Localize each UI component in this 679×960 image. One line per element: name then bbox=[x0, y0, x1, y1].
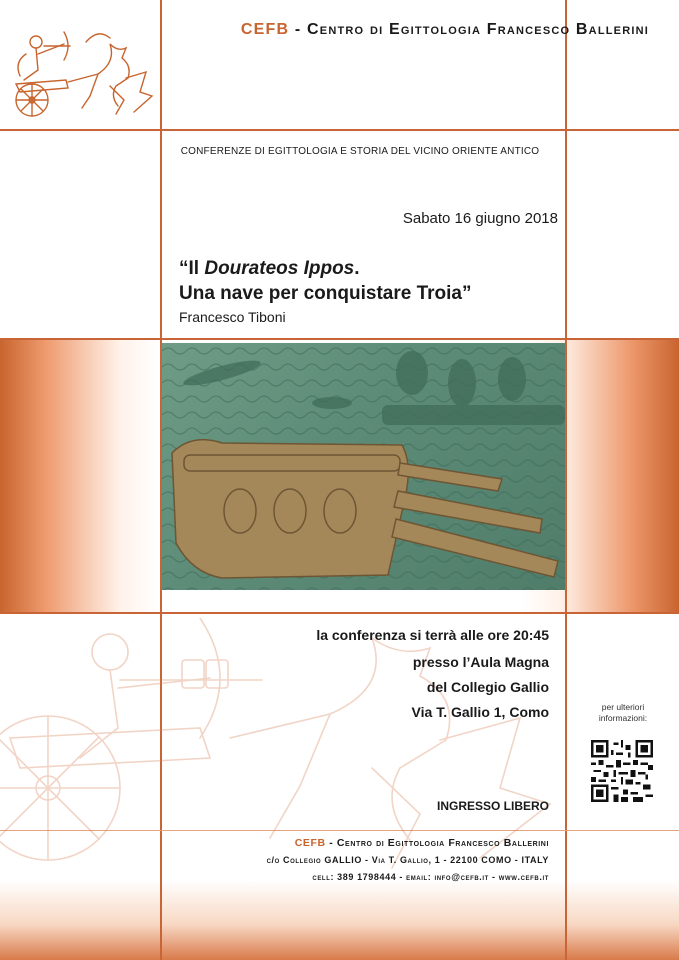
footer-title-text: - Centro di Egittologia Francesco Ballerini bbox=[329, 837, 549, 849]
qr-code-icon[interactable] bbox=[591, 740, 653, 802]
talk-title-line2: Una nave per conquistare Troia” bbox=[179, 283, 472, 304]
header-title bbox=[164, 21, 649, 39]
talk-title-open: “Il bbox=[179, 258, 205, 279]
footer-address: c/o Collegio GALLIO - Via T. Gallio, 1 - 22100 COMO - ITALY bbox=[266, 855, 549, 865]
talk-title-line1 bbox=[179, 256, 559, 281]
conference-place: presso l’Aula Magna bbox=[412, 654, 549, 670]
free-entry-label: INGRESSO LIBERO bbox=[436, 799, 549, 813]
relief-illustration bbox=[162, 343, 565, 590]
frame-line-photo-bottom bbox=[0, 612, 679, 614]
header-title-text: - Centro di Egittologia Francesco Ballerini bbox=[294, 21, 649, 38]
qr-label-line2: informazioni: bbox=[598, 713, 648, 723]
talk-title-italic: Dourateos Ippos bbox=[204, 258, 355, 279]
event-date: Sabato 16 giugno 2018 bbox=[402, 210, 558, 227]
chariot-logo-icon bbox=[6, 22, 156, 122]
relief-photo bbox=[162, 343, 565, 590]
series-title: CONFERENZE DI EGITTOLOGIA E STORIA DEL VICINO ORIENTE ANTICO bbox=[180, 146, 540, 157]
talk-title-dot: . bbox=[354, 258, 360, 279]
footer-contacts: cell: 389 1798444 - email: info@cefb.it - www.cefb.it bbox=[312, 872, 549, 882]
conference-address: Via T. Gallio 1, Como bbox=[411, 704, 549, 720]
footer-brand: CEFB bbox=[294, 837, 326, 849]
frame-line-photo-top bbox=[0, 338, 679, 340]
speaker-name: Francesco Tiboni bbox=[179, 309, 286, 325]
conference-time: la conferenza si terrà alle ore 20:45 bbox=[316, 627, 549, 643]
orange-bottom-band bbox=[0, 880, 679, 960]
footer-title bbox=[295, 837, 549, 849]
frame-line-right bbox=[565, 0, 567, 960]
qr-label-line1: per ulteriori bbox=[601, 702, 645, 712]
conference-venue: del Collegio Gallio bbox=[426, 679, 549, 695]
qr-label bbox=[592, 702, 654, 724]
frame-line-top bbox=[0, 129, 679, 131]
header-brand: CEFB bbox=[240, 21, 290, 38]
